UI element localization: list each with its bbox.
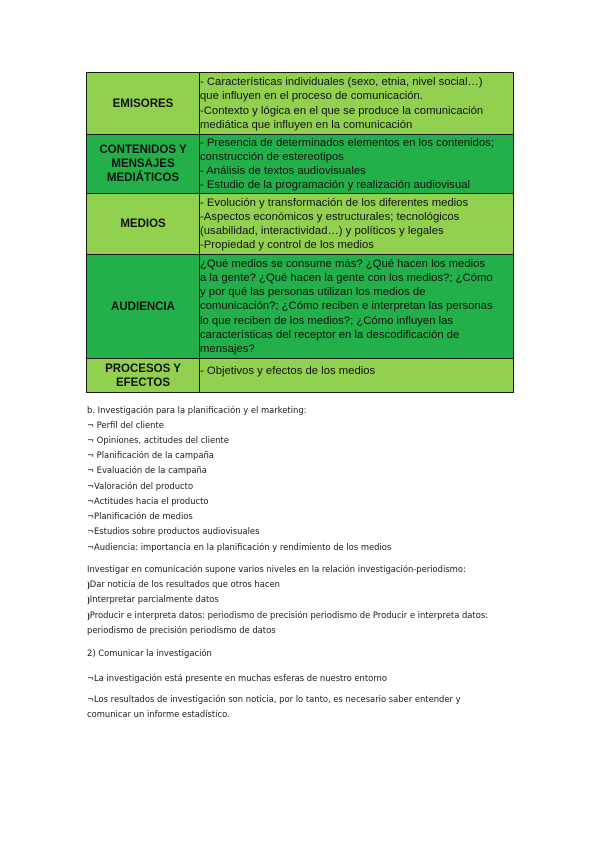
list-item: ¬Valoración del producto xyxy=(87,481,194,491)
media-research-table xyxy=(86,72,514,393)
list-item: ¬Estudios sobre productos audiovisuales xyxy=(87,526,260,536)
paragraph: ¬Los resultados de investigación son noticia, por lo tanto, es necesario saber entender y comunicar un informe estadístico. xyxy=(87,694,461,719)
table-row-medios xyxy=(87,194,514,255)
list-item: ¬Audiencia: importancia en la planificación y rendimiento de los medios xyxy=(87,542,392,552)
level-item: ⦘Interpretar parcialmente datos xyxy=(87,594,219,604)
row-content: ¿Qué medios se consume más? ¿Qué hacen los medios a la gente? ¿Qué hacen la gente con los medios?; ¿Cómo y por qué las personas utilizan los medios de comunicación?; ¿Cómo reciben e interpretan las personas lo que reciben de los medios?; ¿Cómo influyen las características del receptor en la descodificación de mensajes? xyxy=(200,255,514,359)
row-content: - Objetivos y efectos de los medios xyxy=(200,359,514,393)
list-item: ¬ Perfil del cliente xyxy=(87,420,164,430)
paragraph: ¬La investigación está presente en muchas esferas de nuestro entorno xyxy=(87,673,387,683)
table-row-audiencia xyxy=(87,255,514,359)
row-label: CONTENIDOS Y MENSAJES MEDIÁTICOS xyxy=(87,135,200,194)
row-label: EMISORES xyxy=(87,73,200,135)
level-item: ⦘Producir e interpreta datos: periodismo de precisión periodismo de Producir e interpreta datos: periodismo de precisión periodismo de datos xyxy=(87,610,489,635)
table-row-emisores xyxy=(87,73,514,135)
row-label: MEDIOS xyxy=(87,194,200,255)
levels-intro: Investigar en comunicación supone varios niveles en la relación investigación-periodismo: xyxy=(87,564,466,574)
row-label: PROCESOS Y EFECTOS xyxy=(87,359,200,393)
section-2-heading: 2) Comunicar la investigación xyxy=(87,648,212,658)
row-content: - Presencia de determinados elementos en los contenidos; construcción de estereotipos - Análisis de textos audiovisuales - Estudio de la programación y realización audiovisual xyxy=(200,135,514,194)
row-content: - Evolución y transformación de los diferentes medios -Aspectos económicos y estructurales; tecnológicos (usabilidad, interactividad…) y políticos y legales -Propiedad y control de los medios xyxy=(200,194,514,255)
section-b-heading: b. Investigación para la planificación y el marketing: xyxy=(87,405,307,415)
list-item: ¬ Evaluación de la campaña xyxy=(87,465,207,475)
list-item: ¬ Planificación de la campaña xyxy=(87,450,214,460)
table-row-procesos xyxy=(87,359,514,393)
list-item: ¬ Opiniones, actitudes del cliente xyxy=(87,435,229,445)
level-item: ⦘Dar noticia de los resultados que otros hacen xyxy=(87,579,280,589)
table-row-contenidos xyxy=(87,135,514,194)
row-label: AUDIENCIA xyxy=(87,255,200,359)
list-item: ¬Planificación de medios xyxy=(87,511,193,521)
list-item: ¬Actitudes hacia el producto xyxy=(87,496,209,506)
row-content: - Características individuales (sexo, etnia, nivel social…) que influyen en el proceso de comunicación. -Contexto y lógica en el que se produce la comunicación mediática que influyen en la comunicación xyxy=(200,73,514,135)
